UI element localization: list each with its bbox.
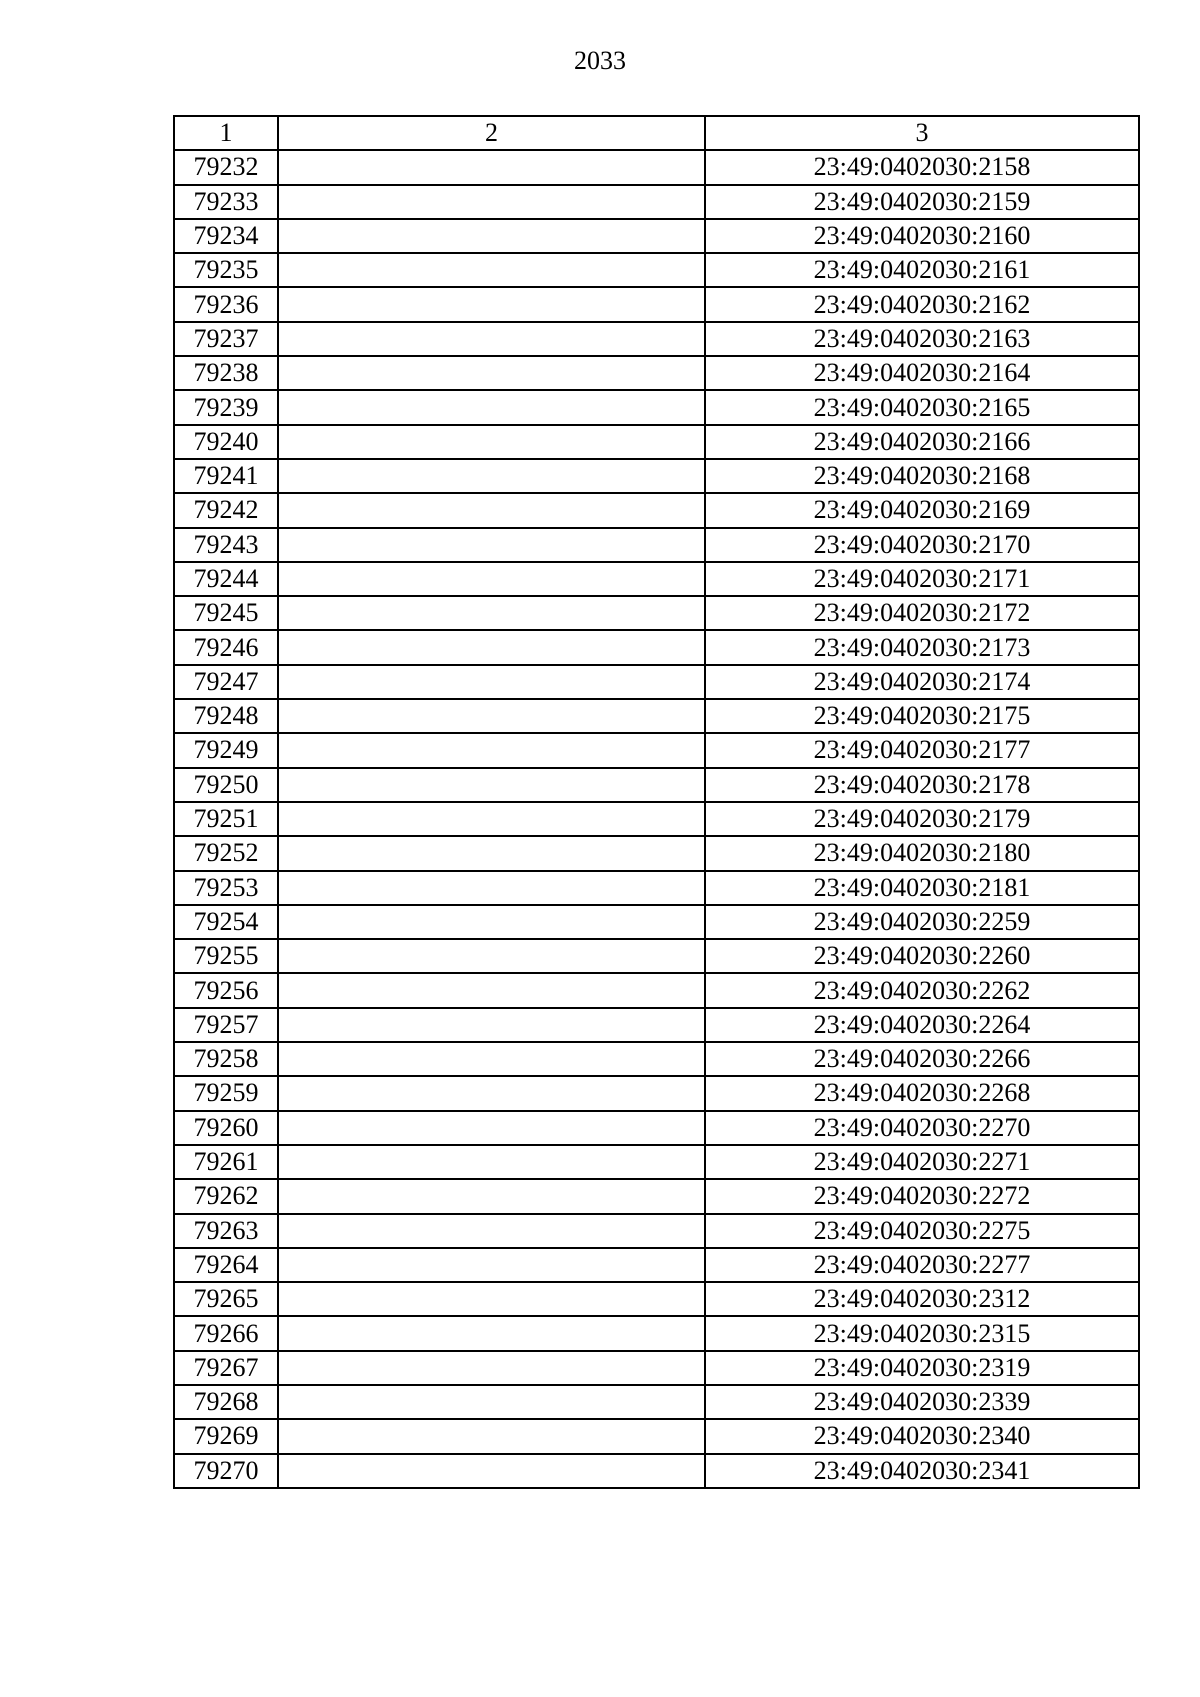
- cadastral-number-cell: 23:49:0402030:2266: [705, 1042, 1139, 1076]
- table-row: [174, 630, 1139, 664]
- table-header-row: [174, 116, 1139, 150]
- table-row: [174, 1248, 1139, 1282]
- cadastral-number-cell: 23:49:0402030:2315: [705, 1316, 1139, 1350]
- table-row: [174, 733, 1139, 767]
- row-name-cell: [278, 493, 705, 527]
- page-number: 2033: [574, 46, 626, 75]
- row-name-cell: [278, 1248, 705, 1282]
- table-row: [174, 459, 1139, 493]
- row-name-cell: [278, 562, 705, 596]
- cadastral-number-cell: 23:49:0402030:2260: [705, 939, 1139, 973]
- row-number-cell: 79263: [174, 1214, 278, 1248]
- cadastral-number-cell: 23:49:0402030:2173: [705, 630, 1139, 664]
- cadastral-number-cell: 23:49:0402030:2271: [705, 1145, 1139, 1179]
- cadastral-number-cell: 23:49:0402030:2162: [705, 287, 1139, 321]
- row-name-cell: [278, 150, 705, 184]
- table-row: [174, 1214, 1139, 1248]
- cadastral-number-cell: 23:49:0402030:2170: [705, 528, 1139, 562]
- row-number-cell: 79237: [174, 322, 278, 356]
- row-name-cell: [278, 1042, 705, 1076]
- row-number-cell: 79247: [174, 665, 278, 699]
- row-number-cell: 79258: [174, 1042, 278, 1076]
- table-row: [174, 425, 1139, 459]
- cadastral-number-cell: 23:49:0402030:2169: [705, 493, 1139, 527]
- cadastral-number-cell: 23:49:0402030:2270: [705, 1111, 1139, 1145]
- table-row: [174, 596, 1139, 630]
- table-row: [174, 185, 1139, 219]
- row-number-cell: 79252: [174, 836, 278, 870]
- column-header-2: 2: [278, 116, 705, 150]
- row-number-cell: 79246: [174, 630, 278, 664]
- cadastral-number-cell: 23:49:0402030:2262: [705, 973, 1139, 1007]
- table-row: [174, 1282, 1139, 1316]
- row-name-cell: [278, 1385, 705, 1419]
- row-name-cell: [278, 1214, 705, 1248]
- cadastral-number-cell: 23:49:0402030:2180: [705, 836, 1139, 870]
- row-name-cell: [278, 1351, 705, 1385]
- row-name-cell: [278, 1282, 705, 1316]
- table-row: [174, 287, 1139, 321]
- table-row: [174, 1316, 1139, 1350]
- row-number-cell: 79239: [174, 390, 278, 424]
- row-name-cell: [278, 630, 705, 664]
- row-name-cell: [278, 733, 705, 767]
- row-number-cell: 79269: [174, 1419, 278, 1453]
- row-number-cell: 79255: [174, 939, 278, 973]
- row-name-cell: [278, 871, 705, 905]
- table-row: [174, 493, 1139, 527]
- table-row: [174, 150, 1139, 184]
- row-number-cell: 79251: [174, 802, 278, 836]
- cadastral-number-cell: 23:49:0402030:2268: [705, 1076, 1139, 1110]
- row-number-cell: 79268: [174, 1385, 278, 1419]
- row-number-cell: 79259: [174, 1076, 278, 1110]
- cadastral-number-cell: 23:49:0402030:2319: [705, 1351, 1139, 1385]
- row-name-cell: [278, 1454, 705, 1488]
- column-header-3: 3: [705, 116, 1139, 150]
- cadastral-number-cell: 23:49:0402030:2181: [705, 871, 1139, 905]
- table-row: [174, 356, 1139, 390]
- table-row: [174, 939, 1139, 973]
- table-row: [174, 1076, 1139, 1110]
- cadastral-number-cell: 23:49:0402030:2179: [705, 802, 1139, 836]
- row-number-cell: 79241: [174, 459, 278, 493]
- row-number-cell: 79234: [174, 219, 278, 253]
- row-number-cell: 79238: [174, 356, 278, 390]
- cadastral-number-cell: 23:49:0402030:2161: [705, 253, 1139, 287]
- table-row: [174, 665, 1139, 699]
- row-number-cell: 79262: [174, 1179, 278, 1213]
- cadastral-number-cell: 23:49:0402030:2264: [705, 1008, 1139, 1042]
- row-number-cell: 79233: [174, 185, 278, 219]
- row-name-cell: [278, 1008, 705, 1042]
- table-row: [174, 390, 1139, 424]
- table-row: [174, 905, 1139, 939]
- column-header-1: 1: [174, 116, 278, 150]
- row-number-cell: 79243: [174, 528, 278, 562]
- row-number-cell: 79253: [174, 871, 278, 905]
- cadastral-number-cell: 23:49:0402030:2165: [705, 390, 1139, 424]
- row-number-cell: 79256: [174, 973, 278, 1007]
- row-name-cell: [278, 253, 705, 287]
- row-name-cell: [278, 1076, 705, 1110]
- cadastral-number-cell: 23:49:0402030:2159: [705, 185, 1139, 219]
- row-name-cell: [278, 905, 705, 939]
- cadastral-number-cell: 23:49:0402030:2174: [705, 665, 1139, 699]
- cadastral-number-cell: 23:49:0402030:2158: [705, 150, 1139, 184]
- table-row: [174, 1351, 1139, 1385]
- table-row: [174, 1419, 1139, 1453]
- row-name-cell: [278, 287, 705, 321]
- row-name-cell: [278, 425, 705, 459]
- cadastral-number-cell: 23:49:0402030:2160: [705, 219, 1139, 253]
- table-row: [174, 1454, 1139, 1488]
- table-row: [174, 1042, 1139, 1076]
- row-number-cell: 79248: [174, 699, 278, 733]
- row-number-cell: 79265: [174, 1282, 278, 1316]
- row-name-cell: [278, 699, 705, 733]
- row-number-cell: 79245: [174, 596, 278, 630]
- row-number-cell: 79249: [174, 733, 278, 767]
- row-name-cell: [278, 973, 705, 1007]
- cadastral-number-cell: 23:49:0402030:2340: [705, 1419, 1139, 1453]
- cadastral-number-cell: 23:49:0402030:2259: [705, 905, 1139, 939]
- row-name-cell: [278, 185, 705, 219]
- cadastral-number-cell: 23:49:0402030:2177: [705, 733, 1139, 767]
- row-number-cell: 79242: [174, 493, 278, 527]
- table-row: [174, 322, 1139, 356]
- cadastral-number-cell: 23:49:0402030:2172: [705, 596, 1139, 630]
- cadastral-number-cell: 23:49:0402030:2168: [705, 459, 1139, 493]
- table-row: [174, 1145, 1139, 1179]
- cadastral-number-cell: 23:49:0402030:2272: [705, 1179, 1139, 1213]
- table-row: [174, 836, 1139, 870]
- row-number-cell: 79254: [174, 905, 278, 939]
- row-name-cell: [278, 836, 705, 870]
- cadastral-number-cell: 23:49:0402030:2312: [705, 1282, 1139, 1316]
- row-name-cell: [278, 1316, 705, 1350]
- row-name-cell: [278, 802, 705, 836]
- row-name-cell: [278, 1419, 705, 1453]
- table-row: [174, 973, 1139, 1007]
- cadastral-number-cell: 23:49:0402030:2163: [705, 322, 1139, 356]
- row-number-cell: 79266: [174, 1316, 278, 1350]
- table-row: [174, 528, 1139, 562]
- row-name-cell: [278, 939, 705, 973]
- table-row: [174, 768, 1139, 802]
- row-number-cell: 79270: [174, 1454, 278, 1488]
- cadastral-number-cell: 23:49:0402030:2275: [705, 1214, 1139, 1248]
- row-name-cell: [278, 665, 705, 699]
- cadastral-number-cell: 23:49:0402030:2164: [705, 356, 1139, 390]
- row-number-cell: 79250: [174, 768, 278, 802]
- row-number-cell: 79257: [174, 1008, 278, 1042]
- row-name-cell: [278, 356, 705, 390]
- row-number-cell: 79236: [174, 287, 278, 321]
- row-name-cell: [278, 1111, 705, 1145]
- row-name-cell: [278, 596, 705, 630]
- row-name-cell: [278, 459, 705, 493]
- row-name-cell: [278, 390, 705, 424]
- row-name-cell: [278, 768, 705, 802]
- table-body: [174, 150, 1139, 1488]
- table-row: [174, 1385, 1139, 1419]
- cadastral-number-cell: 23:49:0402030:2339: [705, 1385, 1139, 1419]
- row-number-cell: 79240: [174, 425, 278, 459]
- row-name-cell: [278, 219, 705, 253]
- row-number-cell: 79232: [174, 150, 278, 184]
- table-row: [174, 253, 1139, 287]
- row-number-cell: 79244: [174, 562, 278, 596]
- table-row: [174, 1179, 1139, 1213]
- cadastral-number-cell: 23:49:0402030:2171: [705, 562, 1139, 596]
- row-number-cell: 79264: [174, 1248, 278, 1282]
- table-row: [174, 1008, 1139, 1042]
- row-number-cell: 79235: [174, 253, 278, 287]
- table-row: [174, 219, 1139, 253]
- table-row: [174, 562, 1139, 596]
- cadastral-number-cell: 23:49:0402030:2175: [705, 699, 1139, 733]
- row-name-cell: [278, 1145, 705, 1179]
- row-number-cell: 79267: [174, 1351, 278, 1385]
- table-row: [174, 871, 1139, 905]
- cadastral-number-cell: 23:49:0402030:2277: [705, 1248, 1139, 1282]
- table-row: [174, 802, 1139, 836]
- row-name-cell: [278, 528, 705, 562]
- table-row: [174, 699, 1139, 733]
- cadastral-number-cell: 23:49:0402030:2341: [705, 1454, 1139, 1488]
- row-number-cell: 79261: [174, 1145, 278, 1179]
- row-name-cell: [278, 1179, 705, 1213]
- table-row: [174, 1111, 1139, 1145]
- row-number-cell: 79260: [174, 1111, 278, 1145]
- row-name-cell: [278, 322, 705, 356]
- cadastral-number-cell: 23:49:0402030:2178: [705, 768, 1139, 802]
- registry-table: [173, 115, 1140, 1489]
- cadastral-number-cell: 23:49:0402030:2166: [705, 425, 1139, 459]
